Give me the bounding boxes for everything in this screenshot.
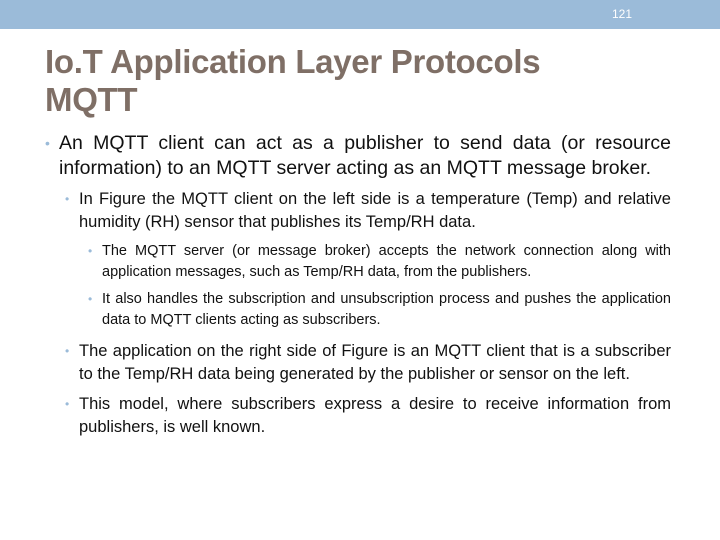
bullet-text: In Figure the MQTT client on the left side is a temperature (Temp) and relative humidity (RH) sensor that publishes its Temp/RH data. [79,190,671,231]
slide-title-line1: Io.T Application Layer Protocols [45,43,541,80]
bullet-dot-icon: • [45,135,50,151]
slide-title-line2: MQTT [45,81,138,118]
bullet-level1 [45,131,671,180]
bullet-text: This model, where subscribers express a desire to receive information from publishers, is well known. [79,395,671,436]
bullet-level3 [88,241,671,283]
bullet-text: An MQTT client can act as a publisher to send data (or resource information) to an MQTT server acting as an MQTT message broker. [59,132,671,179]
bullet-level2 [65,188,671,234]
bullet-text: The MQTT server (or message broker) accepts the network connection along with application messages, such as Temp/RH data, from the publishers. [102,243,671,280]
bullet-level2 [65,340,671,386]
bullet-text: It also handles the subscription and unsubscription process and pushes the application data to MQTT clients acting as subscribers. [102,291,671,328]
bullet-dot-icon: • [65,192,70,206]
bullet-level2 [65,393,671,439]
bullet-dot-icon: • [88,244,93,258]
slide-title [45,43,685,119]
bullet-level3 [88,289,671,331]
slide-body [45,131,671,446]
bullet-dot-icon: • [65,344,70,358]
bullet-dot-icon: • [65,397,70,411]
bullet-dot-icon: • [88,292,93,306]
page-number: 121 [611,7,632,21]
bullet-text: The application on the right side of Figure is an MQTT client that is a subscriber to the Temp/RH data being generated by the publisher or sensor on the left. [79,342,671,383]
header-bar [0,0,720,29]
